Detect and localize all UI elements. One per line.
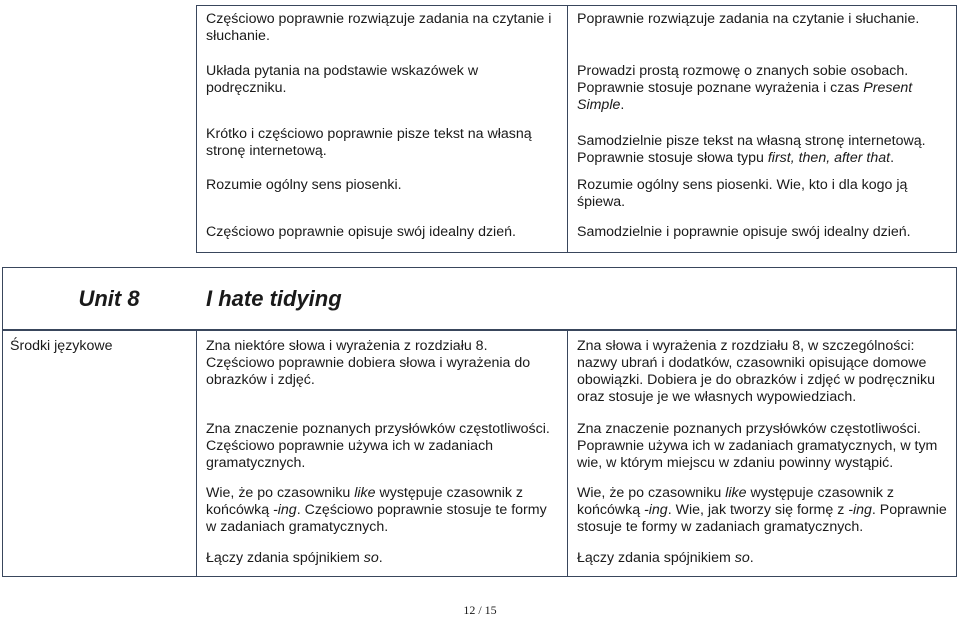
- bottom-left-cell: [206, 338, 558, 570]
- text-run-italic: like: [354, 485, 376, 501]
- text-run: Wie, że po czasowniku: [577, 485, 726, 501]
- unit-code: Unit 8: [78, 286, 140, 311]
- top-left-cell: [206, 11, 558, 247]
- bottom-left-item: [206, 485, 558, 536]
- top-left-item: Częściowo poprawnie opisuje swój idealny dzień.: [206, 224, 516, 240]
- text-run-italic: so: [363, 550, 379, 566]
- text-run: Prowadzi prostą rozmowę o znanych sobie osobach. Poprawnie stosuje poznane wyrażenia i czas: [577, 63, 909, 96]
- top-table-divider: [567, 5, 568, 253]
- bottom-right-item: Zna słowa i wyrażenia z rozdziału 8, w szczególności: nazwy ubrań i dodatków, czasowniki opisujące domowe obowiązki. Dobiera je do obrazków i zdjęć w podręczniku oraz stosuje je we własnych wypowiedziach.: [577, 338, 936, 405]
- text-run: .: [749, 550, 754, 566]
- text-run-italic: -ing: [848, 502, 872, 518]
- text-run: Łączy zdania spójnikiem: [206, 550, 364, 566]
- top-left-item: Częściowo poprawnie rozwiązuje zadania na czytanie i słuchanie.: [206, 11, 552, 44]
- top-left-item: Układa pytania na podstawie wskazówek w podręczniku.: [206, 63, 479, 96]
- text-run: Samodzielnie pisze tekst na własną stronę internetową. Poprawnie stosuje słowa typu: [577, 133, 926, 166]
- bottom-left-item: [206, 550, 558, 567]
- bottom-right-cell: [577, 338, 949, 570]
- text-run-italic: -ing: [273, 502, 297, 518]
- text-run-italic: like: [725, 485, 747, 501]
- section-label: Środki językowe: [10, 338, 113, 354]
- text-run: występuje czasownik z końcówką: [206, 485, 523, 518]
- text-run-italic: Present Simple: [577, 80, 913, 113]
- bottom-left-item: Zna niektóre słowa i wyrażenia z rozdziału 8. Częściowo poprawnie dobiera słowa i wyrażenia do obrazków i zdjęć.: [206, 338, 531, 388]
- top-right-item: [577, 133, 949, 167]
- bottom-table-divider: [567, 330, 568, 577]
- bottom-right-item: [577, 485, 949, 536]
- top-right-cell: [577, 11, 949, 247]
- text-run: .: [378, 550, 383, 566]
- text-run: . Poprawnie stosuje te formy w zadaniach gramatycznych.: [577, 502, 947, 535]
- top-right-item: Poprawnie rozwiązuje zadania na czytanie i słuchanie.: [577, 11, 920, 27]
- text-run-italic: so: [734, 550, 750, 566]
- top-right-item: Samodzielnie i poprawnie opisuje swój idealny dzień.: [577, 224, 911, 240]
- text-run: występuje czasownik z końcówką: [577, 485, 894, 518]
- text-run: . Wie, jak tworzy się formę z: [667, 502, 849, 518]
- text-run: . Częściowo poprawnie stosuje te formy w zadaniach gramatycznych.: [206, 502, 547, 535]
- top-left-item: Krótko i częściowo poprawnie pisze tekst na własną stronę internetową.: [206, 126, 532, 159]
- top-right-item: [577, 63, 949, 114]
- text-run: .: [620, 97, 625, 113]
- text-run: Wie, że po czasowniku: [206, 485, 355, 501]
- text-run: .: [890, 150, 895, 166]
- unit-title: I hate tidying: [206, 286, 342, 311]
- text-run-italic: -ing: [644, 502, 668, 518]
- page-number: 12 / 15: [463, 603, 497, 617]
- text-run: Łączy zdania spójnikiem: [577, 550, 735, 566]
- text-run-italic: first, then, after that: [767, 150, 891, 166]
- bottom-table-divider: [196, 330, 197, 577]
- top-right-item: Rozumie ogólny sens piosenki. Wie, kto i dla kogo ją śpiewa.: [577, 177, 908, 210]
- bottom-right-item: Zna znaczenie poznanych przysłówków częstotliwości. Poprawnie używa ich w zadaniach gramatycznych, w tym wie, w którym miejscu w zdaniu powinny wystąpić.: [577, 421, 938, 471]
- bottom-right-item: [577, 550, 949, 567]
- top-left-item: Rozumie ogólny sens piosenki.: [206, 177, 402, 193]
- bottom-left-item: Zna znaczenie poznanych przysłówków częstotliwości. Częściowo poprawnie używa ich w zadaniach gramatycznych.: [206, 421, 550, 471]
